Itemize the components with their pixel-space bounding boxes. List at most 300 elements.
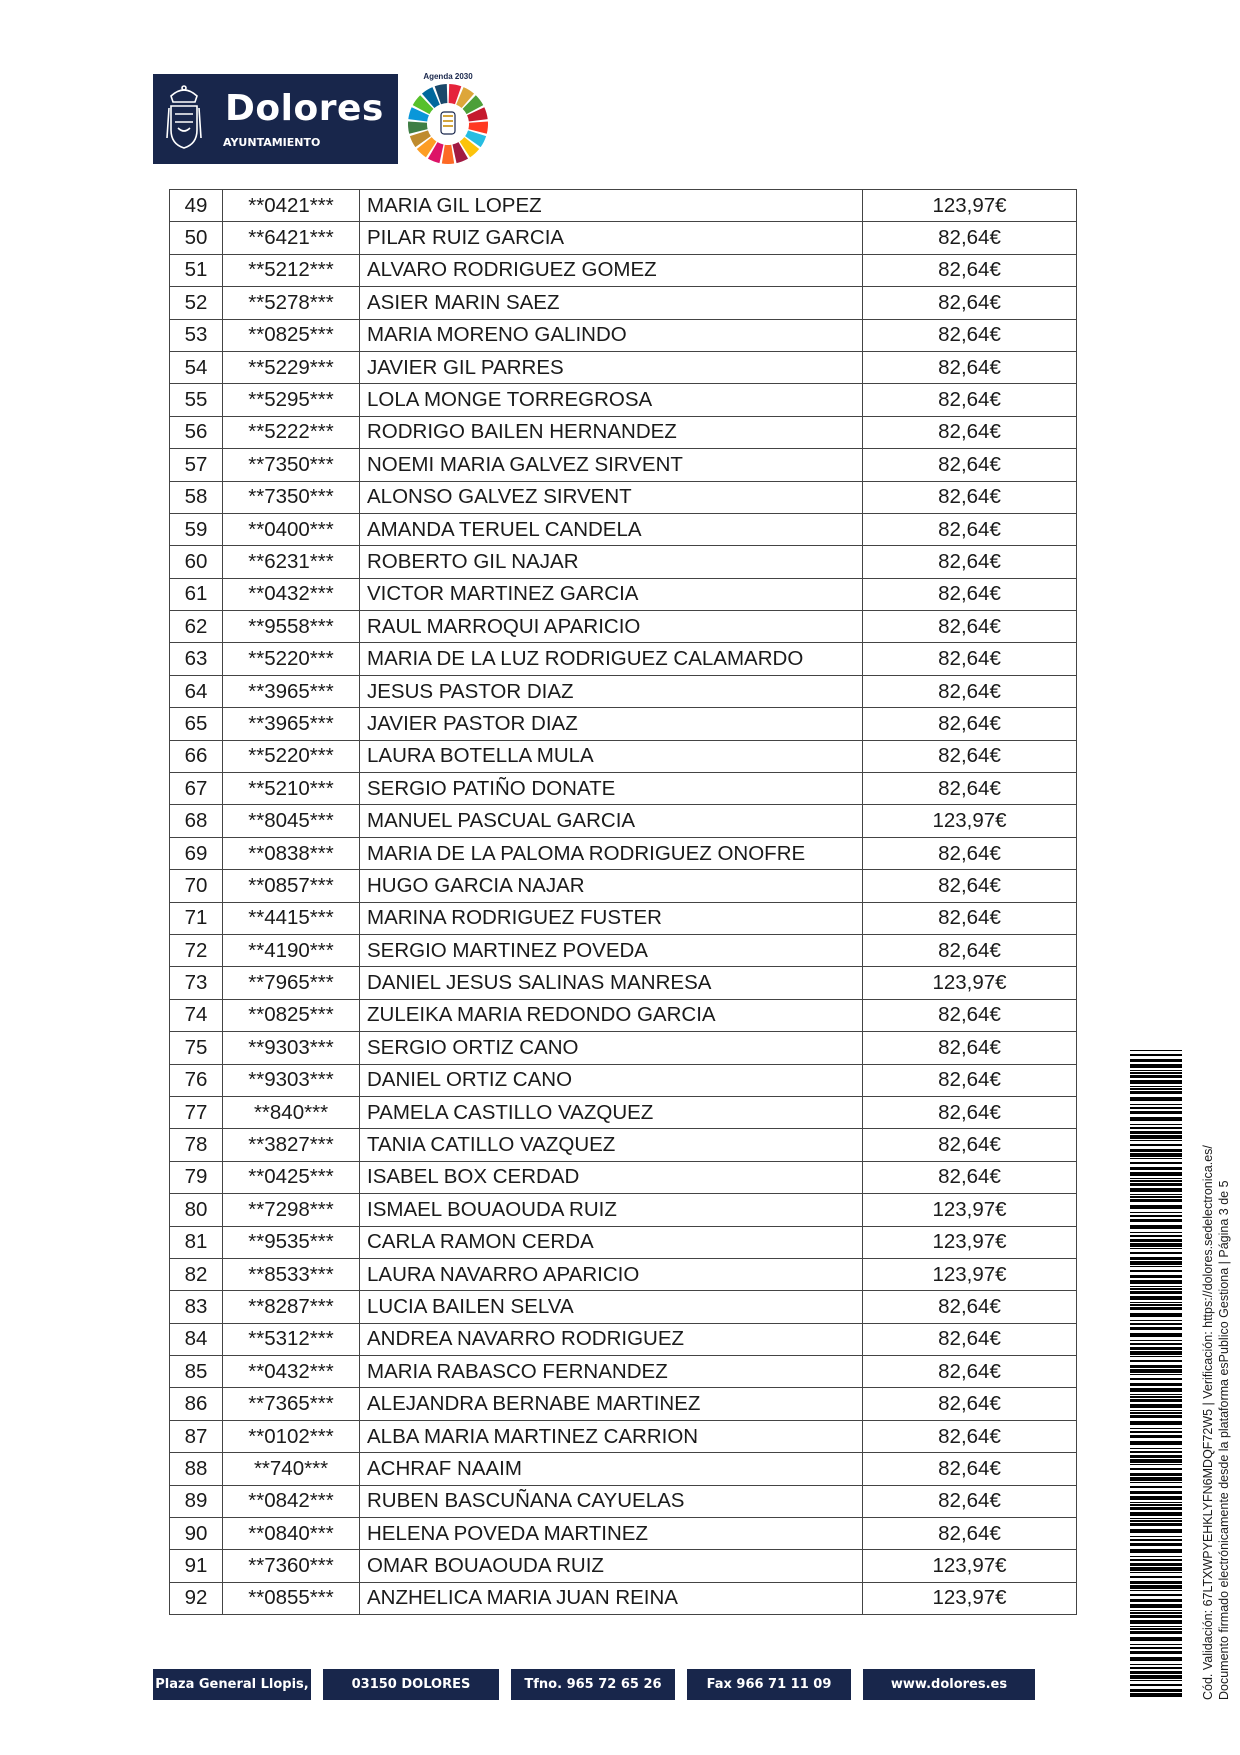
row-name: MARINA RODRIGUEZ FUSTER: [360, 902, 863, 934]
row-number: 73: [170, 967, 223, 999]
barcode-bar: [1130, 1459, 1182, 1463]
barcode-bar: [1130, 1205, 1182, 1209]
row-number: 85: [170, 1356, 223, 1388]
row-id: **3965***: [223, 708, 360, 740]
barcode-bar: [1130, 1388, 1182, 1392]
row-id: **740***: [223, 1453, 360, 1485]
footer-city: 03150 DOLORES (Alicante): [323, 1669, 499, 1700]
agenda-2030-logo: [402, 72, 494, 168]
barcode-bar: [1130, 1333, 1182, 1337]
barcode-bar: [1130, 1612, 1182, 1614]
row-amount: 82,64€: [863, 287, 1077, 319]
table-row: [170, 1550, 1077, 1582]
row-number: 66: [170, 740, 223, 772]
barcode-bar: [1130, 1194, 1182, 1195]
dolores-logo: [153, 74, 398, 164]
barcode-bar: [1130, 1431, 1182, 1433]
row-name: JESUS PASTOR DIAZ: [360, 675, 863, 707]
barcode-bar: [1130, 1356, 1182, 1357]
barcode-bar: [1130, 1225, 1182, 1229]
table-row: [170, 287, 1077, 319]
row-name: CARLA RAMON CERDA: [360, 1226, 863, 1258]
barcode-bar: [1130, 1183, 1182, 1186]
table-row: [170, 1485, 1077, 1517]
barcode-bar: [1130, 1631, 1182, 1634]
table-row: [170, 837, 1077, 869]
row-name: SERGIO PATIÑO DONATE: [360, 773, 863, 805]
table-row: [170, 902, 1077, 934]
row-id: **0825***: [223, 999, 360, 1031]
barcode-bar: [1130, 1212, 1182, 1213]
row-id: **8287***: [223, 1291, 360, 1323]
table-row: [170, 999, 1077, 1031]
footer-phone: Tfno. 965 72 65 26: [511, 1669, 675, 1700]
row-number: 83: [170, 1291, 223, 1323]
row-amount: 82,64€: [863, 773, 1077, 805]
footer-fax: Fax 966 71 11 09: [687, 1669, 851, 1700]
row-amount: 82,64€: [863, 1453, 1077, 1485]
row-amount: 82,64€: [863, 1064, 1077, 1096]
row-id: **5229***: [223, 351, 360, 383]
row-number: 89: [170, 1485, 223, 1517]
barcode-bar: [1130, 1280, 1182, 1284]
row-id: **6421***: [223, 222, 360, 254]
table-row: [170, 1291, 1077, 1323]
row-amount: 82,64€: [863, 319, 1077, 351]
row-name: ISABEL BOX CERDAD: [360, 1161, 863, 1193]
table-row: [170, 675, 1077, 707]
row-amount: 123,97€: [863, 1194, 1077, 1226]
row-id: **7965***: [223, 967, 360, 999]
barcode-bar: [1130, 1275, 1182, 1278]
row-amount: 82,64€: [863, 1129, 1077, 1161]
row-number: 67: [170, 773, 223, 805]
barcode-bar: [1130, 1257, 1182, 1260]
barcode-bar: [1130, 1536, 1182, 1537]
table-row: [170, 546, 1077, 578]
barcode-bar: [1130, 1088, 1182, 1090]
row-name: RODRIGO BAILEN HERNANDEZ: [360, 416, 863, 448]
row-id: **8045***: [223, 805, 360, 837]
barcode-bar: [1130, 1637, 1182, 1641]
barcode-bar: [1130, 1680, 1182, 1681]
barcode-bar: [1130, 1394, 1182, 1395]
row-amount: 123,97€: [863, 190, 1077, 222]
table-row: [170, 481, 1077, 513]
barcode-bar: [1130, 1296, 1182, 1300]
barcode-bar: [1130, 1320, 1182, 1321]
row-number: 61: [170, 578, 223, 610]
row-amount: 82,64€: [863, 578, 1077, 610]
barcode-bar: [1130, 1520, 1182, 1522]
row-amount: 82,64€: [863, 513, 1077, 545]
row-id: **9303***: [223, 1032, 360, 1064]
row-number: 54: [170, 351, 223, 383]
row-id: **0840***: [223, 1518, 360, 1550]
row-id: **840***: [223, 1096, 360, 1128]
row-id: **0855***: [223, 1582, 360, 1614]
row-amount: 82,64€: [863, 1518, 1077, 1550]
table-row: [170, 1226, 1077, 1258]
barcode-bar: [1130, 1610, 1182, 1611]
footer-web[interactable]: www.dolores.es: [863, 1669, 1035, 1700]
row-id: **9558***: [223, 611, 360, 643]
row-amount: 123,97€: [863, 1258, 1077, 1290]
row-name: DANIEL ORTIZ CANO: [360, 1064, 863, 1096]
row-id: **0425***: [223, 1161, 360, 1193]
table-row: [170, 384, 1077, 416]
table-row: [170, 643, 1077, 675]
barcode-bar: [1130, 1252, 1182, 1254]
row-number: 53: [170, 319, 223, 351]
row-amount: 82,64€: [863, 1323, 1077, 1355]
barcode-bar: [1130, 1576, 1182, 1578]
row-number: 92: [170, 1582, 223, 1614]
row-amount: 82,64€: [863, 643, 1077, 675]
row-number: 60: [170, 546, 223, 578]
row-amount: 82,64€: [863, 449, 1077, 481]
barcode-bar: [1130, 1235, 1182, 1237]
row-number: 88: [170, 1453, 223, 1485]
row-id: **0102***: [223, 1420, 360, 1452]
barcode-bar: [1130, 1518, 1182, 1519]
row-id: **0842***: [223, 1485, 360, 1517]
row-number: 86: [170, 1388, 223, 1420]
row-name: LAURA BOTELLA MULA: [360, 740, 863, 772]
barcode-bar: [1130, 1162, 1182, 1164]
row-id: **5295***: [223, 384, 360, 416]
barcode-bar: [1130, 1188, 1182, 1192]
row-number: 79: [170, 1161, 223, 1193]
barcode-bar: [1130, 1304, 1182, 1306]
barcode-bar: [1130, 1360, 1182, 1362]
barcode-bar: [1130, 1404, 1182, 1408]
row-name: DANIEL JESUS SALINAS MANRESA: [360, 967, 863, 999]
barcode-bar: [1130, 1313, 1182, 1317]
table-row: [170, 513, 1077, 545]
row-number: 74: [170, 999, 223, 1031]
barcode-bar: [1130, 1054, 1182, 1056]
row-amount: 82,64€: [863, 837, 1077, 869]
barcode-bar: [1130, 1153, 1182, 1157]
row-number: 80: [170, 1194, 223, 1226]
barcode-bar: [1130, 1369, 1182, 1373]
row-amount: 82,64€: [863, 934, 1077, 966]
barcode-bar: [1130, 1448, 1182, 1449]
row-name: ANDREA NAVARRO RODRIGUEZ: [360, 1323, 863, 1355]
row-amount: 123,97€: [863, 1550, 1077, 1582]
row-amount: 82,64€: [863, 1356, 1077, 1388]
row-name: ALBA MARIA MARTINEZ CARRION: [360, 1420, 863, 1452]
barcode-bar: [1130, 1684, 1182, 1686]
row-id: **7360***: [223, 1550, 360, 1582]
row-amount: 82,64€: [863, 870, 1077, 902]
beneficiaries-table: [169, 189, 1077, 1615]
verification-text: [1200, 1100, 1234, 1700]
table-row: [170, 1129, 1077, 1161]
row-amount: 82,64€: [863, 1096, 1077, 1128]
barcode-bar: [1130, 1167, 1182, 1170]
row-name: LAURA NAVARRO APARICIO: [360, 1258, 863, 1290]
row-amount: 82,64€: [863, 1420, 1077, 1452]
table-row: [170, 1161, 1077, 1193]
row-id: **6231***: [223, 546, 360, 578]
row-amount: 123,97€: [863, 1226, 1077, 1258]
barcode-bar: [1130, 1399, 1182, 1402]
row-id: **0421***: [223, 190, 360, 222]
row-amount: 82,64€: [863, 611, 1077, 643]
barcode-bar: [1130, 1219, 1182, 1222]
row-number: 70: [170, 870, 223, 902]
brand-name: Dolores: [225, 88, 384, 129]
row-name: ALEJANDRA BERNABE MARTINEZ: [360, 1388, 863, 1420]
barcode-bar: [1130, 1180, 1182, 1182]
row-number: 51: [170, 254, 223, 286]
barcode-bar: [1130, 1615, 1182, 1618]
barcode-bar: [1130, 1671, 1182, 1674]
table-row: [170, 1194, 1077, 1226]
row-id: **5212***: [223, 254, 360, 286]
row-name: LUCIA BAILEN SELVA: [360, 1291, 863, 1323]
row-number: 64: [170, 675, 223, 707]
row-name: OMAR BOUAOUDA RUIZ: [360, 1550, 863, 1582]
barcode-bar: [1130, 1502, 1182, 1503]
barcode-bar: [1130, 1196, 1182, 1198]
coat-of-arms-icon: [163, 82, 205, 156]
barcode-bar: [1130, 1667, 1182, 1669]
barcode-bar: [1130, 1232, 1182, 1233]
table-row: [170, 740, 1077, 772]
barcode-bar: [1130, 1270, 1182, 1272]
table-row: [170, 773, 1077, 805]
row-name: LOLA MONGE TORREGROSA: [360, 384, 863, 416]
barcode-bar: [1130, 1347, 1182, 1350]
row-amount: 82,64€: [863, 222, 1077, 254]
table-row: [170, 254, 1077, 286]
row-id: **4190***: [223, 934, 360, 966]
barcode-bar: [1130, 1302, 1182, 1303]
row-id: **4415***: [223, 902, 360, 934]
barcode-bar: [1130, 1491, 1182, 1494]
row-id: **9535***: [223, 1226, 360, 1258]
barcode-bar: [1130, 1626, 1182, 1627]
row-amount: 123,97€: [863, 1582, 1077, 1614]
table-row: [170, 708, 1077, 740]
row-amount: 82,64€: [863, 254, 1077, 286]
row-id: **0432***: [223, 578, 360, 610]
barcode-bar: [1130, 1567, 1182, 1571]
table-row: [170, 578, 1077, 610]
barcode-bar: [1130, 1675, 1182, 1679]
row-amount: 82,64€: [863, 1485, 1077, 1517]
row-name: MARIA DE LA PALOMA RODRIGUEZ ONOFRE: [360, 837, 863, 869]
barcode-bar: [1130, 1428, 1182, 1429]
row-name: MARIA MORENO GALINDO: [360, 319, 863, 351]
barcode-bar: [1130, 1158, 1182, 1159]
barcode-bar: [1130, 1651, 1182, 1654]
row-id: **0857***: [223, 870, 360, 902]
barcode-bar: [1130, 1590, 1182, 1591]
row-name: HELENA POVEDA MARTINEZ: [360, 1518, 863, 1550]
barcode-bar: [1130, 1340, 1182, 1341]
table-row: [170, 449, 1077, 481]
sdg-wheel-icon: [406, 82, 490, 166]
barcode-bar: [1130, 1455, 1182, 1458]
row-name: RAUL MARROQUI APARICIO: [360, 611, 863, 643]
row-name: ACHRAF NAAIM: [360, 1453, 863, 1485]
sdg-segment: [442, 145, 454, 164]
row-name: HUGO GARCIA NAJAR: [360, 870, 863, 902]
row-amount: 82,64€: [863, 546, 1077, 578]
row-name: NOEMI MARIA GALVEZ SIRVENT: [360, 449, 863, 481]
barcode-bar: [1130, 1529, 1182, 1533]
row-name: PILAR RUIZ GARCIA: [360, 222, 863, 254]
row-amount: 82,64€: [863, 1161, 1077, 1193]
barcode-bar: [1130, 1239, 1182, 1242]
barcode-bar: [1130, 1415, 1182, 1418]
barcode-bar: [1130, 1140, 1182, 1141]
barcode-bar: [1130, 1351, 1182, 1355]
barcode-bar: [1130, 1410, 1182, 1411]
row-name: SERGIO ORTIZ CANO: [360, 1032, 863, 1064]
barcode-bar: [1130, 1075, 1182, 1078]
row-number: 75: [170, 1032, 223, 1064]
barcode-bar: [1130, 1556, 1182, 1557]
row-name: JAVIER PASTOR DIAZ: [360, 708, 863, 740]
row-name: ZULEIKA MARIA REDONDO GARCIA: [360, 999, 863, 1031]
barcode-bar: [1130, 1543, 1182, 1546]
row-name: ISMAEL BOUAOUDA RUIZ: [360, 1194, 863, 1226]
barcode-bar: [1130, 1657, 1182, 1661]
barcode-bar: [1130, 1504, 1182, 1506]
table-row: [170, 319, 1077, 351]
row-number: 72: [170, 934, 223, 966]
barcode-bar: [1130, 1199, 1182, 1202]
verification-line-1[interactable]: Cód. Validación: 67LTXWPYEHKLYFN6MDQF72W5 | Verificación: https://dolores.sedelectronica.es/: [1201, 1145, 1215, 1700]
barcode-bar: [1130, 1468, 1182, 1470]
row-amount: 82,64€: [863, 1291, 1077, 1323]
row-name: MARIA DE LA LUZ RODRIGUEZ CALAMARDO: [360, 643, 863, 675]
barcode-bar: [1130, 1215, 1182, 1217]
barcode-bar: [1130, 1396, 1182, 1398]
verification-line-2: Documento firmado electrónicamente desde la plataforma esPublico Gestiona | Página 3 de 5: [1217, 1180, 1231, 1700]
barcode-bar: [1130, 1072, 1182, 1074]
barcode-bar: [1130, 1378, 1182, 1380]
row-amount: 82,64€: [863, 416, 1077, 448]
row-name: JAVIER GIL PARRES: [360, 351, 863, 383]
row-number: 68: [170, 805, 223, 837]
barcode-bar: [1130, 1383, 1182, 1386]
barcode-bar: [1130, 1124, 1182, 1125]
table-row: [170, 416, 1077, 448]
row-id: **7365***: [223, 1388, 360, 1420]
table-row: [170, 1032, 1077, 1064]
barcode-bar: [1130, 1435, 1182, 1438]
barcode-bar: [1130, 1644, 1182, 1645]
row-name: MANUEL PASCUAL GARCIA: [360, 805, 863, 837]
table-row: [170, 1356, 1077, 1388]
row-name: MARIA RABASCO FERNANDEZ: [360, 1356, 863, 1388]
barcode-bar: [1130, 1559, 1182, 1561]
barcode-bar: [1130, 1664, 1182, 1665]
row-id: **5220***: [223, 740, 360, 772]
barcode-bar: [1130, 1178, 1182, 1179]
row-number: 76: [170, 1064, 223, 1096]
barcode-bar: [1130, 1599, 1182, 1602]
row-id: **3827***: [223, 1129, 360, 1161]
row-number: 63: [170, 643, 223, 675]
barcode-bar: [1130, 1131, 1182, 1134]
row-number: 69: [170, 837, 223, 869]
barcode-bar: [1130, 1323, 1182, 1325]
table-row: [170, 1518, 1077, 1550]
table-row: [170, 190, 1077, 222]
row-id: **5222***: [223, 416, 360, 448]
barcode-bar: [1130, 1243, 1182, 1247]
row-amount: 123,97€: [863, 967, 1077, 999]
row-number: 84: [170, 1323, 223, 1355]
row-name: RUBEN BASCUÑANA CAYUELAS: [360, 1485, 863, 1517]
barcode-bar: [1130, 1291, 1182, 1294]
row-amount: 123,97€: [863, 805, 1077, 837]
row-name: ALVARO RODRIGUEZ GOMEZ: [360, 254, 863, 286]
row-amount: 82,64€: [863, 481, 1077, 513]
barcode-bar: [1130, 1107, 1182, 1109]
table-row: [170, 1096, 1077, 1128]
table-row: [170, 1323, 1077, 1355]
table-row: [170, 1420, 1077, 1452]
barcode-bar: [1130, 1496, 1182, 1500]
row-amount: 82,64€: [863, 708, 1077, 740]
barcode-bar: [1130, 1070, 1182, 1071]
barcode-bar: [1130, 1581, 1182, 1584]
row-amount: 82,64€: [863, 740, 1077, 772]
table-row: [170, 934, 1077, 966]
barcode-bar: [1130, 1693, 1182, 1697]
barcode-bar: [1130, 1149, 1182, 1152]
barcode-bar: [1130, 1628, 1182, 1630]
barcode-bar: [1130, 1050, 1182, 1051]
barcode-bar: [1130, 1473, 1182, 1476]
row-number: 56: [170, 416, 223, 448]
footer-address: Plaza General Llopis, 1: [153, 1669, 311, 1700]
row-id: **8533***: [223, 1258, 360, 1290]
barcode-bar: [1130, 1172, 1182, 1176]
table-row: [170, 1064, 1077, 1096]
row-id: **7298***: [223, 1194, 360, 1226]
row-name: MARIA GIL LOPEZ: [360, 190, 863, 222]
barcode-bar: [1130, 1261, 1182, 1265]
barcode-bar: [1130, 1266, 1182, 1267]
row-number: 77: [170, 1096, 223, 1128]
barcode-bar: [1130, 1441, 1182, 1445]
barcode-bar: [1130, 1097, 1182, 1101]
row-amount: 82,64€: [863, 1032, 1077, 1064]
row-id: **0432***: [223, 1356, 360, 1388]
barcode-bar: [1130, 1286, 1182, 1287]
row-number: 57: [170, 449, 223, 481]
barcode-bar: [1130, 1507, 1182, 1510]
row-id: **7350***: [223, 449, 360, 481]
barcode-bar: [1130, 1365, 1182, 1368]
barcode-bar: [1130, 1086, 1182, 1087]
row-name: ALONSO GALVEZ SIRVENT: [360, 481, 863, 513]
row-number: 59: [170, 513, 223, 545]
row-id: **5278***: [223, 287, 360, 319]
barcode-bar: [1130, 1482, 1182, 1483]
row-amount: 82,64€: [863, 999, 1077, 1031]
barcode-bar: [1130, 1080, 1182, 1084]
